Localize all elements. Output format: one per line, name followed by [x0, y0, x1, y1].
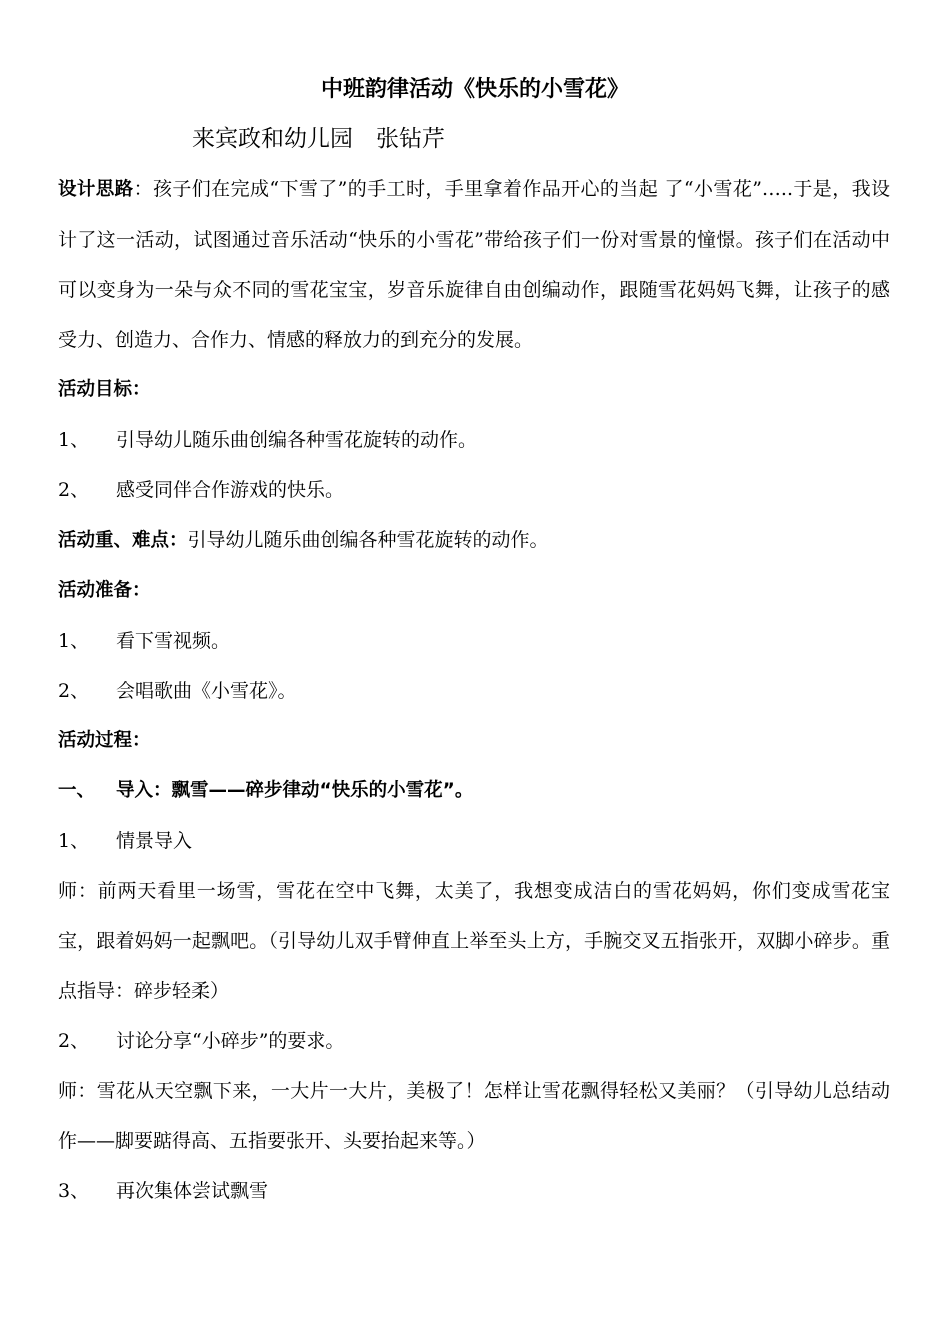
- section-heading: [58, 766, 890, 816]
- design-label: 设计思路: [58, 179, 134, 200]
- process-heading: 活动过程：: [58, 730, 151, 751]
- prep-item: [58, 666, 890, 716]
- step-number: 1、: [58, 830, 90, 852]
- goal-number: 2、: [58, 479, 90, 501]
- goal-text: 引导幼儿随乐曲创编各种雪花旋转的动作。: [116, 429, 478, 451]
- step-item: [58, 816, 890, 866]
- step-text: 讨论分享“小碎步”的要求。: [116, 1030, 345, 1052]
- step-number: 2、: [58, 1030, 90, 1052]
- prep-number: 1、: [58, 630, 90, 652]
- author-line: 来宾政和幼儿园 张钻芹: [192, 126, 445, 152]
- design-text: 孩子们在完成“下雪了”的手工时，手里拿着作品开心的当起 了“小雪花”…..于是，我设计了这一活动，试图通过音乐活动“快乐的小雪花”带给孩子们一份对雪景的憧憬。孩子们在活动中可以变身为一朵与众不同的雪花宝宝，岁音乐旋律自由创编动作，跟随雪花妈妈飞舞，让孩子的感受力、创造力、合作力、情感的释放力的到充分的发展。: [58, 178, 890, 351]
- goal-item: [58, 415, 890, 465]
- key-paragraph: [58, 515, 890, 566]
- prep-text: 会唱歌曲《小雪花》。: [116, 680, 297, 702]
- prep-item: [58, 616, 890, 666]
- goals-heading: 活动目标：: [58, 379, 151, 400]
- design-paragraph: [58, 164, 890, 365]
- prep-heading: 活动准备：: [58, 580, 151, 601]
- step-text: 情景导入: [116, 830, 193, 852]
- step-text: 再次集体尝试飘雪: [116, 1180, 269, 1202]
- goal-item: [58, 465, 890, 515]
- goal-number: 1、: [58, 429, 90, 451]
- design-sep: ：: [133, 178, 153, 200]
- step-number: 3、: [58, 1180, 90, 1202]
- step-item: [58, 1166, 890, 1216]
- prep-text: 看下雪视频。: [116, 630, 231, 652]
- teacher-paragraph: 师：雪花从天空飘下来，一大片一大片，美极了！怎样让雪花飘得轻松又美丽？（引导幼儿总结动作——脚要踮得高、五指要张开、头要抬起来等。）: [58, 1080, 890, 1152]
- step-item: [58, 1016, 890, 1066]
- document-title: 中班韵律活动《快乐的小雪花》: [320, 77, 629, 102]
- section-text: 导入：飘雪——碎步律动“快乐的小雪花”。: [116, 780, 474, 801]
- document-body: [58, 164, 890, 1216]
- key-text: 引导幼儿随乐曲创编各种雪花旋转的动作。: [187, 529, 549, 551]
- goal-text: 感受同伴合作游戏的快乐。: [116, 479, 345, 501]
- key-label: 活动重、难点：: [58, 530, 188, 551]
- section-number: 一、: [58, 780, 96, 801]
- teacher-paragraph: 师：前两天看里一场雪，雪花在空中飞舞，太美了，我想变成洁白的雪花妈妈，你们变成雪花宝宝，跟着妈妈一起飘吧。（引导幼儿双手臂伸直上举至头上方，手腕交叉五指张开，双脚小碎步。重点指导：碎步轻柔）: [58, 880, 890, 1002]
- prep-number: 2、: [58, 680, 90, 702]
